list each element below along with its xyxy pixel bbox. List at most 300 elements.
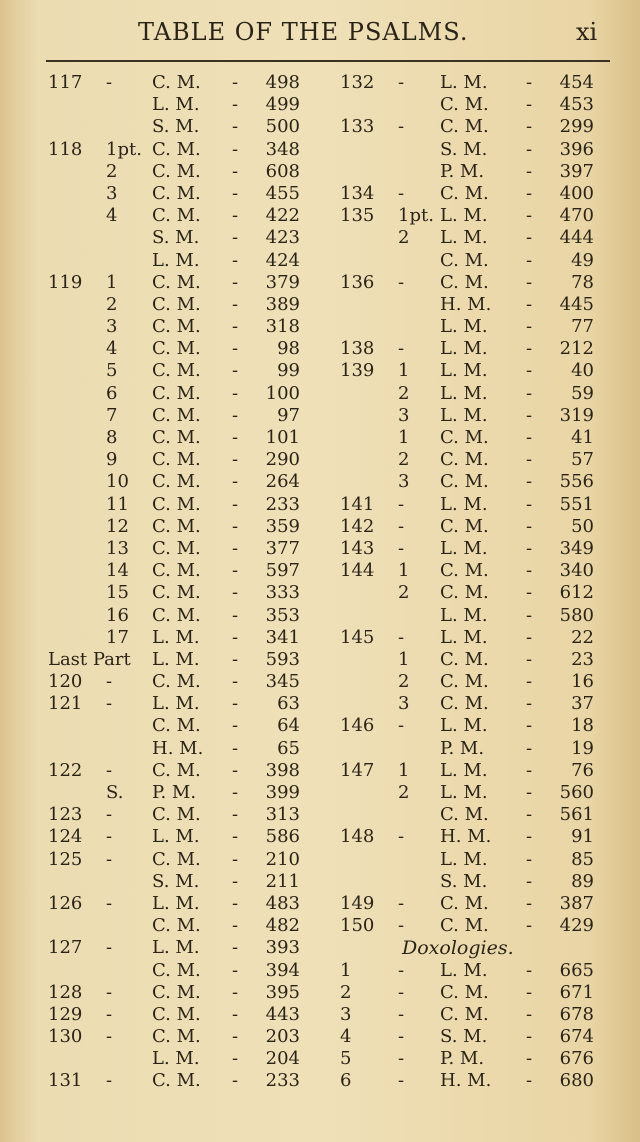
psalm-number: 124 <box>48 826 83 848</box>
hymn-page: 560 <box>559 782 594 803</box>
dash: - <box>232 227 239 249</box>
metre: C. M. <box>152 316 201 338</box>
part: - <box>398 1003 405 1025</box>
hymn-page: 444 <box>559 227 594 249</box>
metre: L. M. <box>440 626 488 648</box>
dash: - <box>232 160 239 182</box>
dash: - <box>526 138 533 160</box>
dash: - <box>232 1026 239 1048</box>
metre: C. M. <box>152 671 201 693</box>
dash: - <box>526 493 533 515</box>
hymn-page: 422 <box>265 205 300 227</box>
hymn-page: 397 <box>559 160 594 182</box>
hymn-page: 608 <box>265 160 300 182</box>
table-row <box>336 427 606 449</box>
metre: L. M. <box>440 959 488 981</box>
psalm-number: 126 <box>48 892 83 914</box>
hymn-page: 37 <box>571 693 594 715</box>
table-row <box>336 449 606 471</box>
table-row <box>44 139 334 161</box>
metre: L. M. <box>152 648 200 670</box>
dash: - <box>526 471 533 493</box>
hymn-page: 499 <box>265 94 300 116</box>
psalm-number: 130 <box>48 1026 83 1048</box>
psalm-number: 128 <box>48 981 83 1003</box>
table-row <box>44 937 334 959</box>
dash: - <box>232 72 239 93</box>
psalm-number: 149 <box>340 892 375 914</box>
dash: - <box>526 1070 533 1092</box>
part: - <box>398 1070 405 1092</box>
hymn-page: 443 <box>265 1003 300 1025</box>
dash: - <box>526 604 533 626</box>
part: 1 <box>398 427 410 448</box>
left-column <box>44 72 334 1093</box>
psalm-number: 3 <box>340 1003 352 1025</box>
metre: S. M. <box>440 870 488 892</box>
metre: C. M. <box>440 648 489 670</box>
hymn-page: 76 <box>571 759 594 781</box>
metre: C. M. <box>440 560 489 582</box>
metre: C. M. <box>152 515 201 537</box>
dash: - <box>526 382 533 404</box>
hymn-page: 65 <box>277 737 300 759</box>
dash: - <box>232 848 239 870</box>
hymn-page: 211 <box>265 870 300 892</box>
metre: C. M. <box>440 249 489 271</box>
dash: - <box>526 848 533 870</box>
dash: - <box>526 1048 533 1070</box>
hymn-page: 359 <box>265 515 300 537</box>
dash: - <box>232 471 239 493</box>
table-row <box>336 849 606 871</box>
part: - <box>106 1003 113 1025</box>
hymn-page: 299 <box>559 116 594 138</box>
hymn-page: 340 <box>559 560 594 582</box>
metre: C. M. <box>152 560 201 582</box>
dash: - <box>526 182 533 204</box>
part: - <box>106 72 113 93</box>
hymn-page: 16 <box>571 671 594 693</box>
hymn-page: 345 <box>265 671 300 693</box>
psalm-number: 119 <box>48 271 83 293</box>
dash: - <box>232 826 239 848</box>
part: - <box>398 981 405 1003</box>
metre: S. M. <box>152 227 200 249</box>
metre: L. M. <box>440 782 488 803</box>
dash: - <box>232 293 239 315</box>
metre: C. M. <box>152 959 201 981</box>
part: - <box>398 959 405 981</box>
hymn-page: 580 <box>559 604 594 626</box>
hymn-page: 586 <box>265 826 300 848</box>
table-row <box>336 183 606 205</box>
dash: - <box>526 72 533 93</box>
part: 4 <box>106 205 118 227</box>
metre: C. M. <box>152 271 201 293</box>
psalm-number: 125 <box>48 848 83 870</box>
part: 1 <box>398 759 410 781</box>
table-row <box>336 360 606 382</box>
table-row <box>44 560 334 582</box>
metre: L. M. <box>440 848 488 870</box>
dash: - <box>232 582 239 604</box>
hymn-page: 57 <box>571 449 594 471</box>
metre: C. M. <box>152 981 201 1003</box>
dash: - <box>526 449 533 471</box>
table-row <box>336 494 606 516</box>
hymn-page: 59 <box>571 382 594 404</box>
hymn-page: 665 <box>559 959 594 981</box>
dash: - <box>232 249 239 271</box>
hymn-page: 561 <box>559 804 594 826</box>
table-row <box>336 760 606 782</box>
metre: C. M. <box>440 515 489 537</box>
dash: - <box>526 826 533 848</box>
dash: - <box>232 737 239 759</box>
psalm-number: 127 <box>48 937 83 959</box>
hymn-page: 264 <box>265 471 300 493</box>
part: 1 <box>398 648 410 670</box>
table-row <box>336 205 606 227</box>
table-row <box>44 383 334 405</box>
part: 1 <box>106 271 118 293</box>
metre: C. M. <box>152 804 201 826</box>
dash: - <box>232 427 239 448</box>
hymn-page: 671 <box>559 981 594 1003</box>
psalm-number: 129 <box>48 1003 83 1025</box>
hymn-page: 612 <box>559 582 594 604</box>
part: 1 <box>398 360 410 382</box>
dash: - <box>232 271 239 293</box>
metre: P. M. <box>440 160 485 182</box>
dash: - <box>232 1003 239 1025</box>
part: - <box>398 493 405 515</box>
table-row <box>336 316 606 338</box>
metre: L. M. <box>440 360 488 382</box>
table-row <box>336 627 606 649</box>
table-row <box>44 471 334 493</box>
psalm-number: 4 <box>340 1026 352 1048</box>
hymn-page: 63 <box>277 693 300 715</box>
table-row <box>44 316 334 338</box>
metre: C. M. <box>152 715 201 737</box>
psalm-number: 117 <box>48 72 83 93</box>
dash: - <box>526 648 533 670</box>
psalm-number: 1 <box>340 959 352 981</box>
hymn-page: 85 <box>571 848 594 870</box>
hymn-page: 387 <box>559 892 594 914</box>
table-row <box>336 582 606 604</box>
psalm-number: 142 <box>340 515 375 537</box>
table-row <box>336 1048 606 1070</box>
dash: - <box>232 205 239 227</box>
dash: - <box>526 782 533 803</box>
psalm-number: 138 <box>340 338 375 360</box>
hymn-page: 674 <box>559 1026 594 1048</box>
table-row <box>336 338 606 360</box>
part: - <box>106 693 113 715</box>
part: - <box>398 1048 405 1070</box>
hymn-page: 100 <box>265 382 300 404</box>
table-row <box>44 1048 334 1070</box>
metre: C. M. <box>440 116 489 138</box>
part: 2 <box>106 293 118 315</box>
metre: C. M. <box>152 1070 201 1092</box>
part: - <box>398 1026 405 1048</box>
part: 3 <box>398 693 410 715</box>
table-row <box>336 605 606 627</box>
dash: - <box>232 715 239 737</box>
part: - <box>398 515 405 537</box>
dash: - <box>526 892 533 914</box>
dash: - <box>232 360 239 382</box>
table-row <box>336 693 606 715</box>
dash: - <box>526 205 533 227</box>
psalm-number: 133 <box>340 116 375 138</box>
dash: - <box>232 515 239 537</box>
psalm-number: 144 <box>340 560 375 582</box>
dash: - <box>526 870 533 892</box>
psalm-number: 122 <box>48 759 83 781</box>
dash: - <box>526 227 533 249</box>
table-row <box>336 250 606 272</box>
metre: C. M. <box>152 1026 201 1048</box>
hymn-page: 212 <box>559 338 594 360</box>
dash: - <box>232 959 239 981</box>
table-row <box>336 782 606 804</box>
psalm-number: 2 <box>340 981 352 1003</box>
table-row <box>336 139 606 161</box>
dash: - <box>526 427 533 448</box>
dash: - <box>232 671 239 693</box>
hymn-page: 319 <box>559 404 594 426</box>
part: - <box>106 804 113 826</box>
table-row <box>336 72 606 94</box>
hymn-page: 77 <box>571 316 594 338</box>
table-row <box>44 72 334 94</box>
table-row <box>44 871 334 893</box>
table-row <box>336 1004 606 1026</box>
part: 7 <box>106 404 118 426</box>
dash: - <box>232 782 239 803</box>
table-row <box>44 449 334 471</box>
part: 12 <box>106 515 129 537</box>
table-row <box>44 516 334 538</box>
dash: - <box>526 293 533 315</box>
dash: - <box>526 804 533 826</box>
hymn-page: 98 <box>277 338 300 360</box>
table-row <box>44 582 334 604</box>
dash: - <box>232 382 239 404</box>
part: - <box>398 826 405 848</box>
dash: - <box>232 1070 239 1092</box>
part: - <box>398 537 405 559</box>
table-row <box>44 116 334 138</box>
dash: - <box>526 249 533 271</box>
table-row <box>44 161 334 183</box>
metre: C. M. <box>440 1003 489 1025</box>
part: 2 <box>398 671 410 693</box>
table-row <box>336 649 606 671</box>
dash: - <box>232 493 239 515</box>
right-column <box>336 72 606 1093</box>
hymn-page: 500 <box>265 116 300 138</box>
hymn-page: 353 <box>265 604 300 626</box>
hymn-page: 556 <box>559 471 594 493</box>
metre: C. M. <box>440 981 489 1003</box>
hymn-page: 318 <box>265 316 300 338</box>
table-row <box>44 915 334 937</box>
table-row <box>336 294 606 316</box>
table-row <box>336 538 606 560</box>
table-row <box>44 649 334 671</box>
hymn-page: 101 <box>265 427 300 448</box>
table-row <box>336 116 606 138</box>
dash: - <box>232 981 239 1003</box>
metre: C. M. <box>152 138 201 160</box>
section-heading: Doxologies. <box>402 937 514 960</box>
hymn-page: 470 <box>559 205 594 227</box>
dash: - <box>526 626 533 648</box>
hymn-page: 78 <box>571 271 594 293</box>
hymn-page: 482 <box>265 915 300 937</box>
hymn-page: 680 <box>559 1070 594 1092</box>
table-row <box>336 560 606 582</box>
table-row <box>336 893 606 915</box>
hymn-page: 377 <box>265 537 300 559</box>
part: 1 <box>398 560 410 582</box>
part: 13 <box>106 537 129 559</box>
metre: C. M. <box>152 360 201 382</box>
metre: C. M. <box>440 582 489 604</box>
metre: C. M. <box>152 537 201 559</box>
dash: - <box>526 915 533 937</box>
table-row <box>44 804 334 826</box>
metre: C. M. <box>152 205 201 227</box>
dash: - <box>526 671 533 693</box>
hymn-page: 453 <box>559 94 594 116</box>
hymn-page: 89 <box>571 870 594 892</box>
hymn-page: 40 <box>571 360 594 382</box>
metre: C. M. <box>152 160 201 182</box>
dash: - <box>526 693 533 715</box>
metre: P. M. <box>152 782 197 803</box>
psalm-number: 118 <box>48 138 83 160</box>
table-row <box>44 1070 334 1092</box>
table-row <box>336 405 606 427</box>
table-row <box>336 738 606 760</box>
hymn-page: 551 <box>559 493 594 515</box>
hymn-page: 49 <box>571 249 594 271</box>
table-row <box>336 471 606 493</box>
metre: C. M. <box>152 493 201 515</box>
metre: L. M. <box>152 1048 200 1070</box>
psalm-number: 132 <box>340 72 375 93</box>
dash: - <box>232 648 239 670</box>
metre: S. M. <box>440 1026 488 1048</box>
hymn-page: 424 <box>265 249 300 271</box>
hymn-page: 398 <box>265 759 300 781</box>
psalm-number: 131 <box>48 1070 83 1092</box>
page-header <box>0 18 640 54</box>
table-row <box>44 1026 334 1048</box>
page-number: xi <box>576 18 598 46</box>
table-row <box>336 383 606 405</box>
metre: S. M. <box>152 870 200 892</box>
metre: C. M. <box>152 604 201 626</box>
psalm-number: 134 <box>340 182 375 204</box>
metre: C. M. <box>152 72 201 93</box>
hymn-page: 203 <box>265 1026 300 1048</box>
table-row <box>44 538 334 560</box>
part: - <box>398 116 405 138</box>
hymn-page: 389 <box>265 293 300 315</box>
part: - <box>398 626 405 648</box>
part: 2 <box>398 449 410 471</box>
metre: C. M. <box>152 848 201 870</box>
dash: - <box>232 404 239 426</box>
table-row <box>44 982 334 1004</box>
part: - <box>106 981 113 1003</box>
psalm-number: 136 <box>340 271 375 293</box>
table-row <box>336 871 606 893</box>
table-row <box>44 494 334 516</box>
psalm-number: 139 <box>340 360 375 382</box>
metre: C. M. <box>440 804 489 826</box>
metre: C. M. <box>440 471 489 493</box>
dash: - <box>232 804 239 826</box>
dash: - <box>232 537 239 559</box>
hymn-page: 41 <box>571 427 594 448</box>
hymn-page: 593 <box>265 648 300 670</box>
metre: C. M. <box>440 271 489 293</box>
part: - <box>398 182 405 204</box>
part: 4 <box>106 338 118 360</box>
metre: C. M. <box>152 382 201 404</box>
hymn-page: 429 <box>559 915 594 937</box>
table-row <box>336 671 606 693</box>
psalm-number: Last Part <box>48 648 131 670</box>
psalm-number: 6 <box>340 1070 352 1092</box>
hymn-page: 99 <box>277 360 300 382</box>
hymn-page: 233 <box>265 493 300 515</box>
metre: C. M. <box>152 293 201 315</box>
metre: L. M. <box>152 94 200 116</box>
metre: L. M. <box>440 493 488 515</box>
hymn-page: 18 <box>571 715 594 737</box>
metre: L. M. <box>440 715 488 737</box>
table-row <box>336 982 606 1004</box>
part: 5 <box>106 360 118 382</box>
dash: - <box>526 537 533 559</box>
dash: - <box>526 1026 533 1048</box>
hymn-page: 22 <box>571 626 594 648</box>
metre: C. M. <box>440 427 489 448</box>
part: 1pt. <box>398 205 434 227</box>
hymn-page: 210 <box>265 848 300 870</box>
metre: C. M. <box>152 915 201 937</box>
dash: - <box>232 138 239 160</box>
table-row <box>336 227 606 249</box>
metre: L. M. <box>440 316 488 338</box>
metre: C. M. <box>152 182 201 204</box>
part: S. <box>106 782 124 803</box>
hymn-page: 454 <box>559 72 594 93</box>
dash: - <box>232 915 239 937</box>
hymn-page: 290 <box>265 449 300 471</box>
part: 14 <box>106 560 129 582</box>
